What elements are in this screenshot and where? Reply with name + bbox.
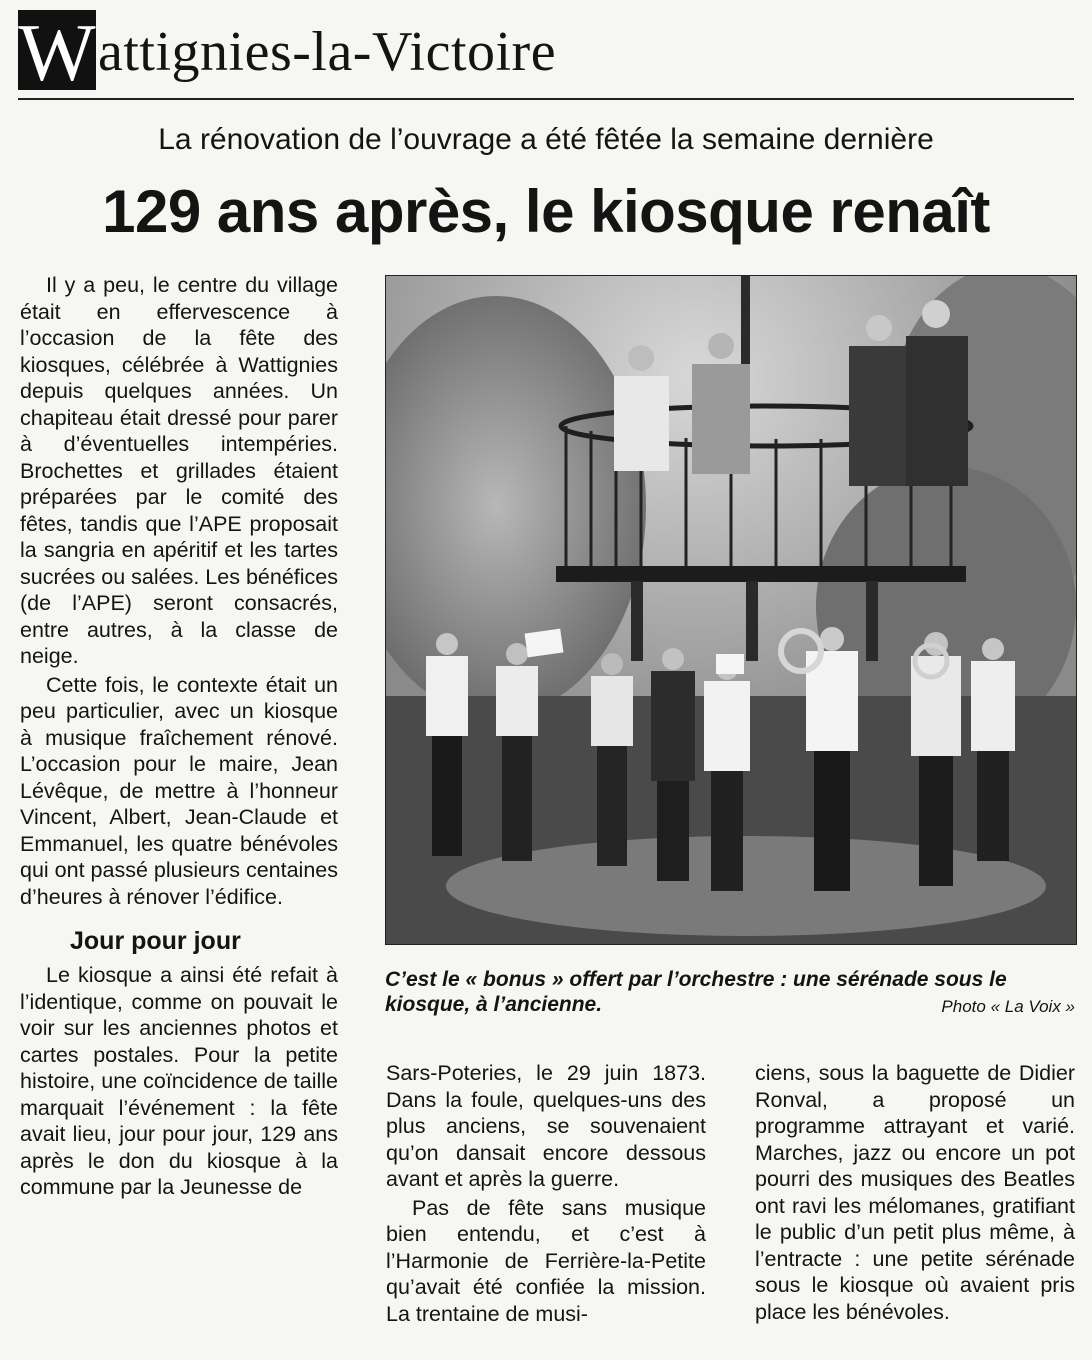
photo-credit: Photo « La Voix » <box>941 997 1075 1016</box>
column-2 <box>386 1060 706 1327</box>
subheading: Jour pour jour <box>70 927 241 955</box>
column-1 <box>20 272 338 1201</box>
paragraph: Cette fois, le contexte était un peu particulier, avec un kiosque à musique fraîchement rénové. L’occasion pour le maire, Jean Lévêque, de mettre à l’honneur Vincent, Albert, Jean-Claude et Emmanuel, les quatre bénévoles qui ont passé plusieurs centaines d’heures à rénover l’édifice. <box>20 672 338 909</box>
paragraph: Il y a peu, le centre du village était en effervescence à l’occasion de la fête des kiosques, célébrée à Wattignies depuis quelques années. Un chapiteau était dressé pour parer à d’éventuelles intempéries. Brochettes et grillades étaient préparées par le comité des fêtes, tandis que l’APE proposait la sangria en apéritif et les tartes sucrées ou salées. Les bénéfices (de l’APE) seront consacrés, entre autres, à la classe de neige. <box>20 273 338 668</box>
town-name: attignies-la-Victoire <box>98 21 557 83</box>
paragraph: Le kiosque a ainsi été refait à l’identique, comme on pouvait le voir sur les anciennes photos et cartes postales. Pour la petite histoire, une coïncidence de taille marquait l’événement : la fête avait lieu, jour pour jour, 129 ans après le don du kiosque à la commune par la Jeunesse de <box>20 963 338 1199</box>
paragraph: Pas de fête sans musique bien entendu, et c’est à l’Harmonie de Ferrière-la-Petite qu’avait été confiée la mission. La trentaine de musi- <box>386 1195 706 1326</box>
photo-illustration <box>386 276 1076 944</box>
paragraph: ciens, sous la baguette de Didier Ronval, a proposé un programme attrayant et varié. Marches, jazz ou encore un pot pourri des musiques des Beatles ont ravi les mélomanes, gratifiant le public d’un petit plus même, à l’entracte : une petite sérénade sous le kiosque où avaient pris place les bénévoles. <box>755 1061 1075 1324</box>
masthead-rule <box>18 98 1074 100</box>
article-subtitle: La rénovation de l’ouvrage a été fêtée la semaine dernière <box>158 123 934 156</box>
kiosque-photo <box>385 275 1077 945</box>
paragraph: Sars-Poteries, le 29 juin 1873. Dans la foule, quelques-uns des plus anciens, se souvenaient qu’on dansait encore dessous avant et après la guerre. <box>386 1061 706 1191</box>
article-headline: 129 ans après, le kiosque renaît <box>102 178 990 245</box>
photo-caption: C’est le « bonus » offert par l’orchestre : une sérénade sous le kiosque, à l’ancienne. <box>385 968 1007 1016</box>
column-3 <box>755 1060 1075 1325</box>
masthead <box>18 10 1074 102</box>
masthead-initial-block: W <box>18 10 96 90</box>
